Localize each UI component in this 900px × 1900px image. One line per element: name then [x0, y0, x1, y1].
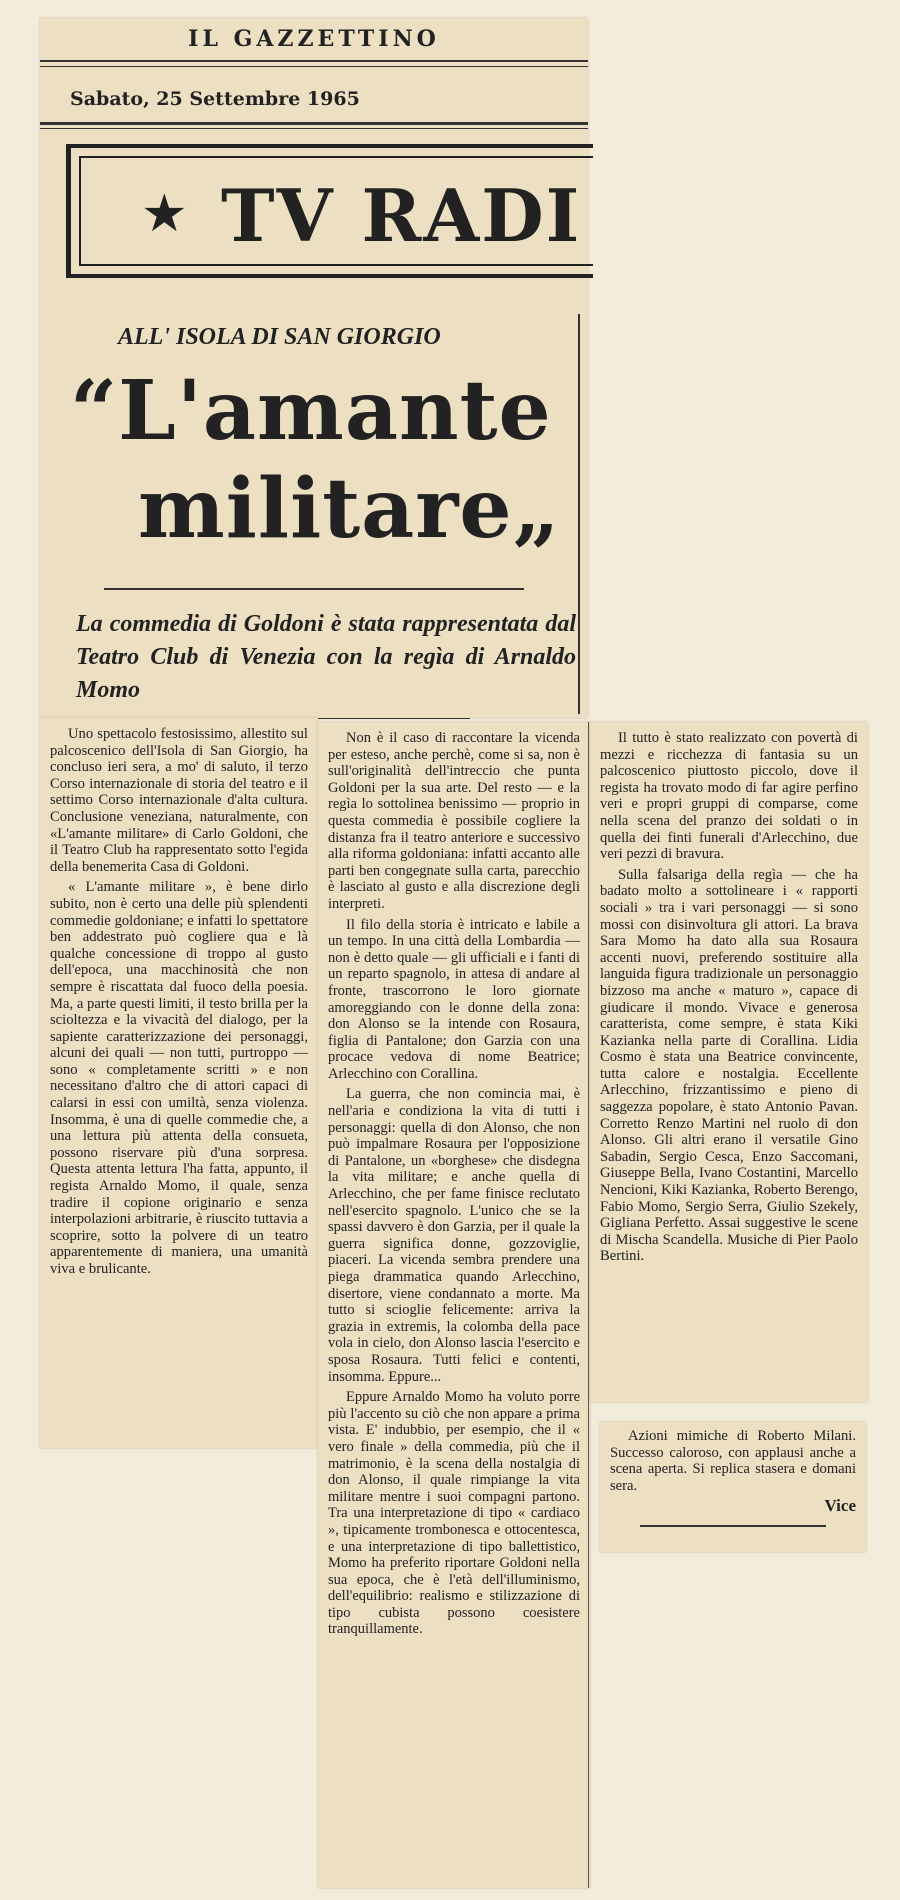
- paragraph: Azioni mimiche di Roberto Milani. Successo caloroso, con applausi anche a scena aperta. Si replica stasera e domani sera.: [610, 1428, 856, 1494]
- article-headline: [70, 362, 590, 558]
- paragraph: Il tutto è stato realizzato con povertà di mezzi e ricchezza di fantasia su un palcoscenico piuttosto piccolo, dove il regista ha trovato modo di far agire perfino veri e propri gruppi di comparse, come nella scena del pranzo dei soldati o in quella dei finti funerali d'Arlecchino, due veri pezzi di bravura.: [600, 730, 858, 863]
- masthead-rule-thin: [40, 66, 588, 67]
- headline-rule: [104, 588, 524, 590]
- column-1-text: [50, 726, 308, 1282]
- newspaper-masthead: IL GAZZETTINO: [188, 26, 440, 52]
- paragraph: Non è il caso di raccontare la vicenda per esteso, anche perchè, come si sa, non è sull'originalità dell'intreccio che punta Goldoni per la sua arte. Del resto — e la regìa lo sottolinea benissimo — proprio in questa commedia è possibile cogliere la distanza fra il teatro anteriore e successivo alla riforma goldoniana: infatti accanto alle parti ben congegnate sulla carta, parecchio è lasciato al gusto e alla discrezione degli interpreti.: [328, 730, 580, 912]
- article-column-2: [318, 722, 590, 1888]
- article-kicker: ALL' ISOLA DI SAN GIORGIO: [118, 324, 441, 350]
- headline-line-2: militare„: [138, 461, 561, 557]
- date-rule: [40, 122, 588, 125]
- section-title: TV RADI: [221, 173, 582, 258]
- paragraph: « L'amante militare », è bene dirlo subito, non è certo una delle più splendenti commedie goldoniane; e infatti lo spettatore ben addestrato può cogliere qua e là qualche concessione di troppo al gusto dell'epoca, una macchinosità che non sempre è riscattata dal fuoco della poesia. Ma, a parte questi limiti, il testo brilla per la scioltezza e la vivacità del dialogo, per la sapiente caratterizzazione dei personaggi, alcuni dei quali — non tutti, purtroppo — sono « completamente scritti » e non necessitano d'altro che di attori capaci di calarsi in essi con umiltà, senza violenza. Insomma, è una di quelle commedie che, a una lettura più attenta della consueta, possono riservare più d'una sorpresa. Questa attenta lettura l'ha fatta, appunto, il regista Arnaldo Momo, il quale, senza tradire il copione originario e senza interpolazioni arbitrarie, è riuscito tuttavia a scoprire, sotto la polvere di un teatro apparentemente di maniera, una umanità viva e brulicante.: [50, 879, 308, 1277]
- paragraph: Uno spettacolo festosissimo, allestito sul palcoscenico dell'Isola di San Giorgio, ha concluso ieri sera, a mo' di saluto, il terzo Corso internazionale di storia del teatro e il settimo Corso internazionale d'alta cultura. Conclusione veneziana, naturalmente, con «L'amante militare» di Carlo Goldoni, che il Teatro Club ha rappresentato sotto l'egida della benemerita Casa di Goldoni.: [50, 726, 308, 875]
- article-column-1: [40, 718, 318, 1448]
- section-banner: [66, 144, 593, 278]
- article-subhead: La commedia di Goldoni è stata rappresentata dal Teatro Club di Venezia con la regìa di Arnaldo Momo: [76, 611, 576, 703]
- column-3b-text: [610, 1428, 856, 1527]
- column-divider: [588, 722, 589, 1888]
- column-3-text: [600, 730, 858, 1269]
- publication-date: Sabato, 25 Settembre 1965: [70, 88, 360, 110]
- masthead-rule: [40, 60, 588, 62]
- article-column-3: [590, 722, 868, 1402]
- star-icon: ★: [141, 184, 188, 244]
- article-column-3-continuation: [600, 1422, 866, 1552]
- paragraph: Il filo della storia è intricato e labile a un tempo. In una città della Lombardia — non è detto quale — gli ufficiali e i fanti di un reparto spagnolo, in attesa di andare al fronte, trascorrono le loro giornate amoreggiando con le donne della zona: don Alonso se la intende con Rosaura, figlia di Pantalone; don Garzia con una procace vedova di nome Beatrice; Arlecchino con Corallina.: [328, 916, 580, 1082]
- date-rule-thin: [40, 128, 588, 129]
- paragraph: Eppure Arnaldo Momo ha voluto porre più l'accento su ciò che non appare a prima vista. E' indubbio, per esempio, che il « vero finale » della commedia, più che il matrimonio, è la scena della nostalgia di don Alonso, il quale rimpiange la vita militare mentre i suoi compagni partono. Tra una interpretazione di tipo « cardiaco », tipicamente trombonesca e ottocentesca, e una interpretazione di tipo ballettistico, Momo ha preferito riportare Goldoni nella sua epoca, che è l'età dell'illuminismo, dell'equilibrio: realismo e stilizzazione di tipo cubista possono coesistere tranquillamente.: [328, 1389, 580, 1638]
- paragraph: La guerra, che non comincia mai, è nell'aria e condiziona la vita di tutti i personaggi: quella di don Alonso, che non può impalmare Rosaura per l'opposizione di Pantalone, un «borghese» che disdegna la vita militare; e anche quella di Arlecchino, che per fame finisce reclutato nell'esercito spagnolo. L'unico che se la spassi davvero è don Garzia, per il quale la guerra significa donne, gozzoviglie, piaceri. La vicenda sembra prendere una piega drammatica quando Arlecchino, disertore, viene condannato a morte. Ma tutto si scioglie felicemente: arriva la grazia in extremis, la colomba della pace vola in cielo, don Alonso lascia l'esercito e sposa Rosaura. Tutti felici e contenti, insomma. Eppure...: [328, 1086, 580, 1385]
- article-header-clipping: [40, 18, 588, 718]
- closing-rule: [640, 1525, 826, 1527]
- headline-line-1: “L'amante: [70, 363, 552, 459]
- author-signature: Vice: [824, 1496, 856, 1516]
- paragraph: Sulla falsariga della regìa — che ha badato molto a sottolineare i « rapporti sociali » tra i vari personaggi — si sono mossi con disinvoltura gli attori. La brava Sara Momo ha dato alla sua Rosaura accenti nuovi, preferendo sostituire alla languida figura tradizionale un personaggio bizzoso ma anche « maturo », capace di giudicare il mondo. Vivace e generosa caratterista, come sempre, è stata Kiki Kazianka nella parte di Corallina. Lidia Cosmo è stata una Beatrice convincente, tutta calore e nostalgia. Eccellente Arlecchino, frizzantissimo e pieno di saggezza popolare, è stato Antonio Pavan. Corretto Renzo Martini nel ruolo di don Alonso. Gli altri erano il versatile Gino Sabadin, Sergio Cesca, Enzo Saccomani, Giuseppe Bella, Ivano Costantini, Marcello Nencioni, Kiki Kazianka, Roberto Berengo, Fabio Momo, Sergio Serra, Giulio Szekely, Gigliana Perfetto. Assai suggestive le scene di Mischa Scandella. Musiche di Pier Paolo Bertini.: [600, 866, 858, 1265]
- column-2-text: [328, 730, 580, 1642]
- section-banner-frame: [79, 156, 593, 266]
